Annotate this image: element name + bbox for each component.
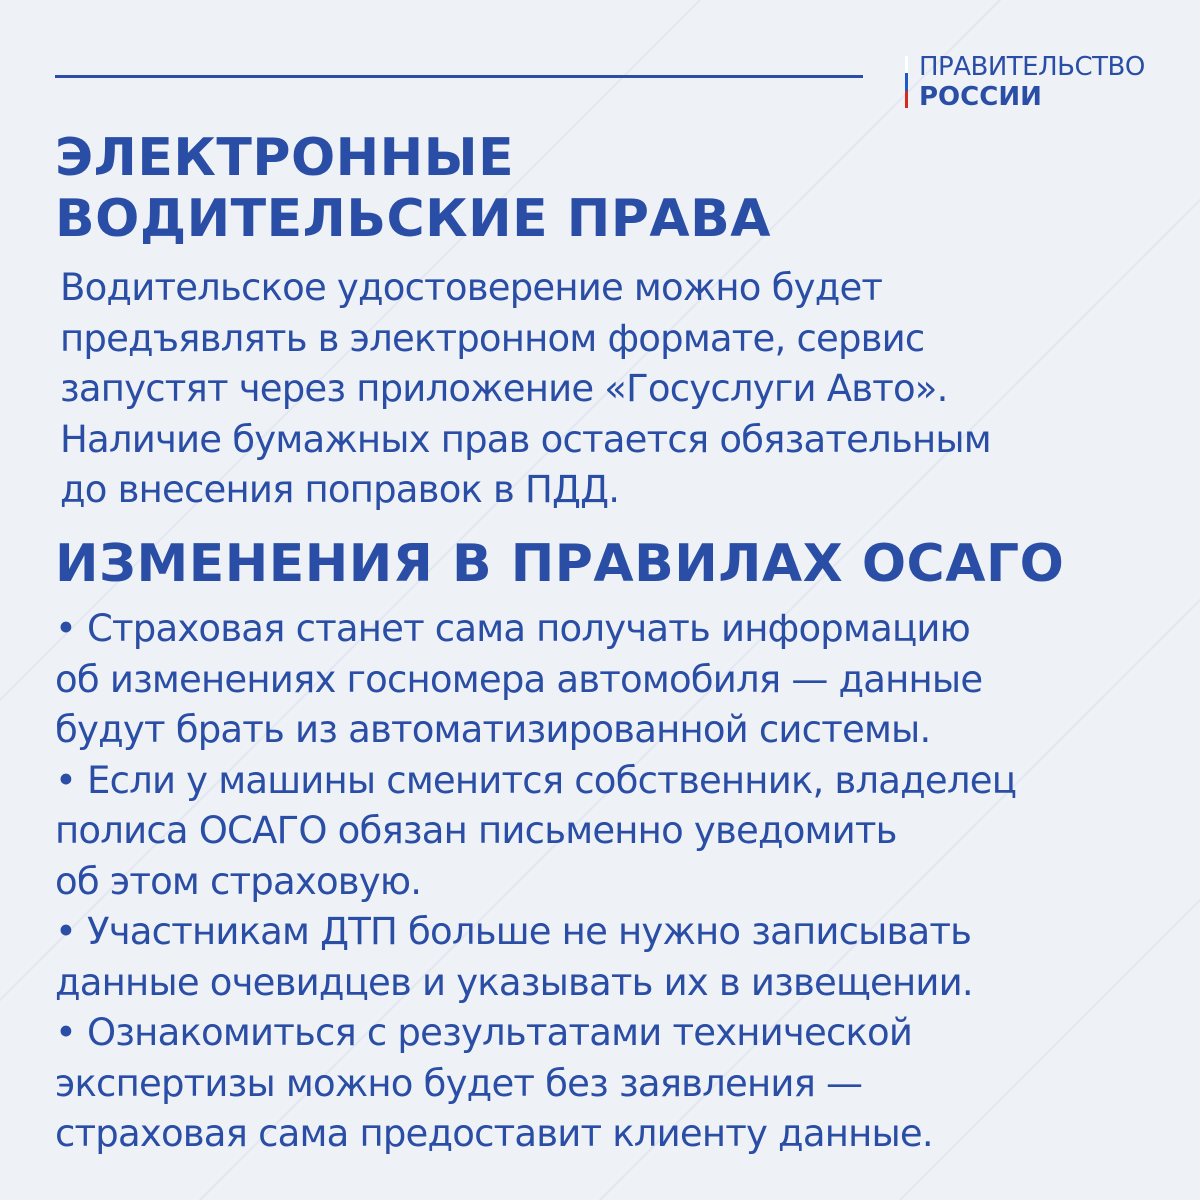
section-1-body-line: предъявлять в электронном формате, сервис <box>60 316 925 360</box>
section-1-body <box>60 263 991 516</box>
list-item <box>55 756 1016 908</box>
flag-blue-stripe <box>905 73 908 90</box>
list-item-line: об изменениях госномера автомобиля — данные <box>55 657 983 701</box>
list-item-line: данные очевидцев и указывать их в извещении. <box>55 960 973 1004</box>
list-item-line: об этом страховую. <box>55 859 422 903</box>
section-1-body-line: запустят через приложение «Госуслуги Авто». <box>60 367 948 410</box>
list-item-line: • Страховая станет сама получать информацию <box>55 607 970 650</box>
list-item-line: полиса ОСАГО обязан письменно уведомить <box>55 809 897 852</box>
list-item <box>55 604 1016 756</box>
list-item <box>55 907 1016 1008</box>
logo-line-2: РОССИИ <box>919 82 1042 112</box>
section-1-title-line: ВОДИТЕЛЬСКИЕ ПРАВА <box>55 189 772 249</box>
list-item-line: • Если у машины сменится собственник, владелец <box>55 758 1017 802</box>
list-item <box>55 1008 1016 1160</box>
flag-red-stripe <box>905 91 908 108</box>
section-1-body-line: до внесения поправок в ПДД. <box>60 468 620 511</box>
list-item-line: страховая сама предоставит клиенту данные. <box>55 1112 933 1155</box>
logo-line-1: ПРАВИТЕЛЬСТВО <box>919 52 1145 82</box>
list-item-line: • Участникам ДТП больше не нужно записывать <box>55 910 972 953</box>
section-2-title: ИЗМЕНЕНИЯ В ПРАВИЛАХ ОСАГО <box>55 534 1065 594</box>
flag-white-stripe <box>905 56 908 73</box>
section-1-body-line: Наличие бумажных прав остается обязательным <box>60 417 991 461</box>
section-2-list <box>55 604 1016 1160</box>
list-item-line: экспертизы можно будет без заявления — <box>55 1061 863 1105</box>
header-divider <box>55 75 863 78</box>
list-item-line: • Ознакомиться с результатами технической <box>55 1011 913 1054</box>
section-1-body-line: Водительское удостоверение можно будет <box>60 266 883 309</box>
list-item-line: будут брать из автоматизированной системы. <box>55 708 931 751</box>
section-1-title <box>55 128 771 250</box>
section-1-title-line: ЭЛЕКТРОННЫЕ <box>55 128 515 188</box>
flag-icon <box>905 56 908 108</box>
